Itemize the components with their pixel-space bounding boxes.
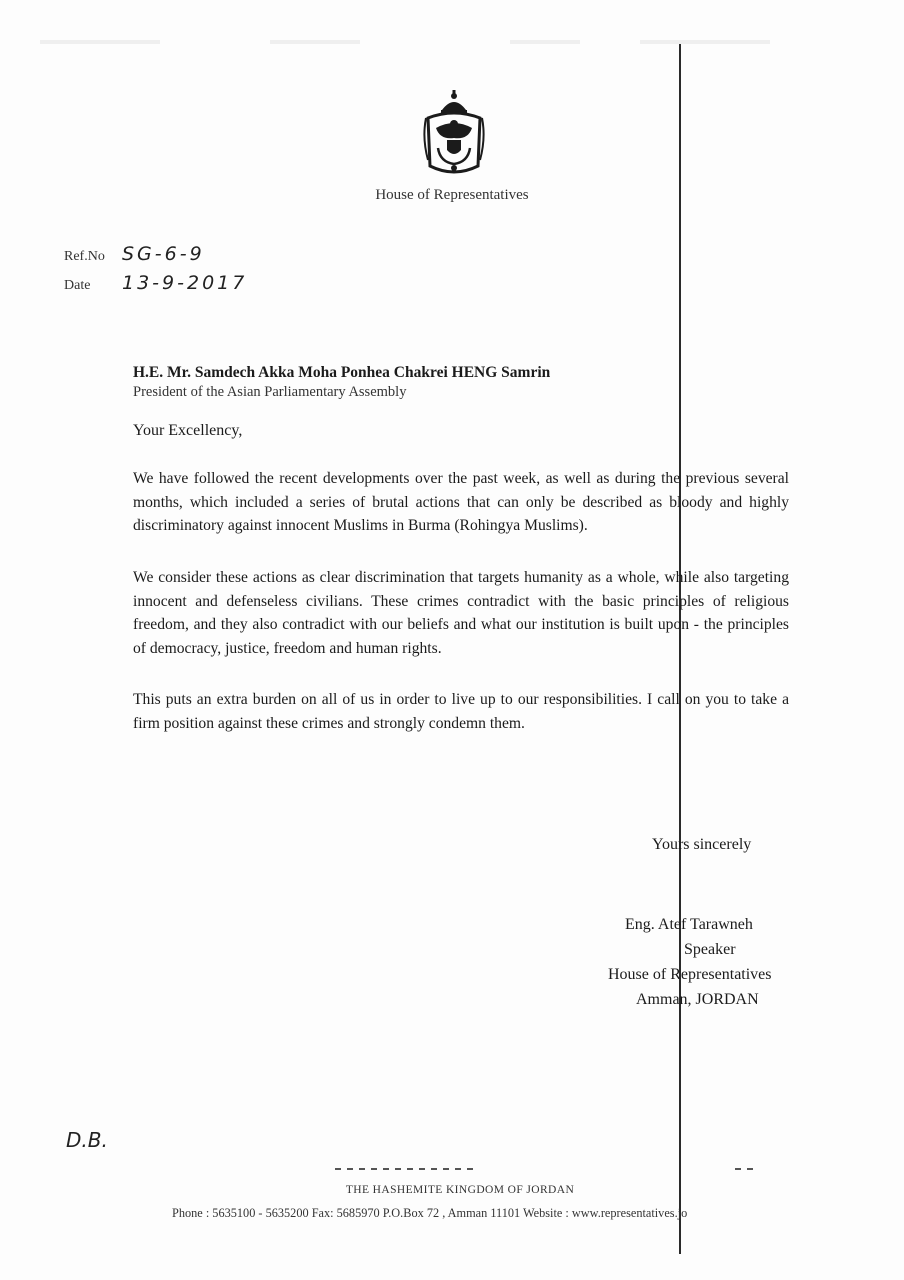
scan-artifact: [40, 40, 160, 44]
date-value: 13-9-2017: [122, 272, 248, 294]
body-paragraph-3: This puts an extra burden on all of us in order to live up to our responsibilities. I call on you to take a firm position against these crimes and strongly condemn them.: [133, 691, 789, 732]
ref-number-value: SG-6-9: [122, 243, 205, 265]
salutation: Your Excellency,: [133, 422, 243, 439]
addressee-title: President of the Asian Parliamentary Assembly: [133, 384, 407, 400]
jordan-coat-of-arms-icon: [418, 88, 490, 178]
closing: Yours sincerely: [652, 836, 752, 853]
body-paragraph-1: We have followed the recent developments over the past week, as well as during the previous several months, which included a series of brutal actions that can only be described as bloody and highly discriminatory against innocent Muslims in Burma (Rohingya Muslims).: [133, 470, 789, 534]
footer-kingdom: THE HASHEMITE KINGDOM OF JORDAN: [345, 1184, 575, 1196]
signatory-institution: House of Representatives: [608, 966, 772, 983]
body-paragraph-2: We consider these actions as clear discrimination that targets humanity as a whole, while also targeting innocent and defenseless civilians. These crimes contradict with the basic principles of religious freedom, and they also contradict with our beliefs and what our institution is built upon - the principles of democracy, justice, freedom and human rights.: [133, 569, 789, 657]
signatory-location: Amman, JORDAN: [636, 991, 759, 1008]
scan-artifact: [510, 40, 580, 44]
ref-number-label: Ref.No: [64, 249, 105, 264]
signatory-name: Eng. Atef Tarawneh: [625, 916, 753, 933]
scan-artifact: [270, 40, 360, 44]
date-label: Date: [64, 278, 91, 293]
ref-number-row: [64, 236, 247, 265]
house-title: House of Representatives: [375, 187, 529, 203]
signatory-position: Speaker: [684, 941, 736, 958]
footer-divider: [335, 1168, 475, 1170]
footer-contact: Phone : 5635100 - 5635200 Fax: 5685970 P.O.Box 72 , Amman 11101 Website : www.representatives.jo: [172, 1206, 688, 1220]
addressee-name: H.E. Mr. Samdech Akka Moha Ponhea Chakrei HENG Samrin: [133, 364, 551, 381]
handwritten-initials: D.B.: [66, 1128, 108, 1152]
date-row: [64, 265, 247, 294]
reference-block: [64, 236, 247, 294]
scan-artifact: [640, 40, 770, 44]
signature-block: [600, 912, 800, 1012]
footer-divider: [735, 1168, 755, 1170]
addressee-block: [133, 363, 813, 401]
